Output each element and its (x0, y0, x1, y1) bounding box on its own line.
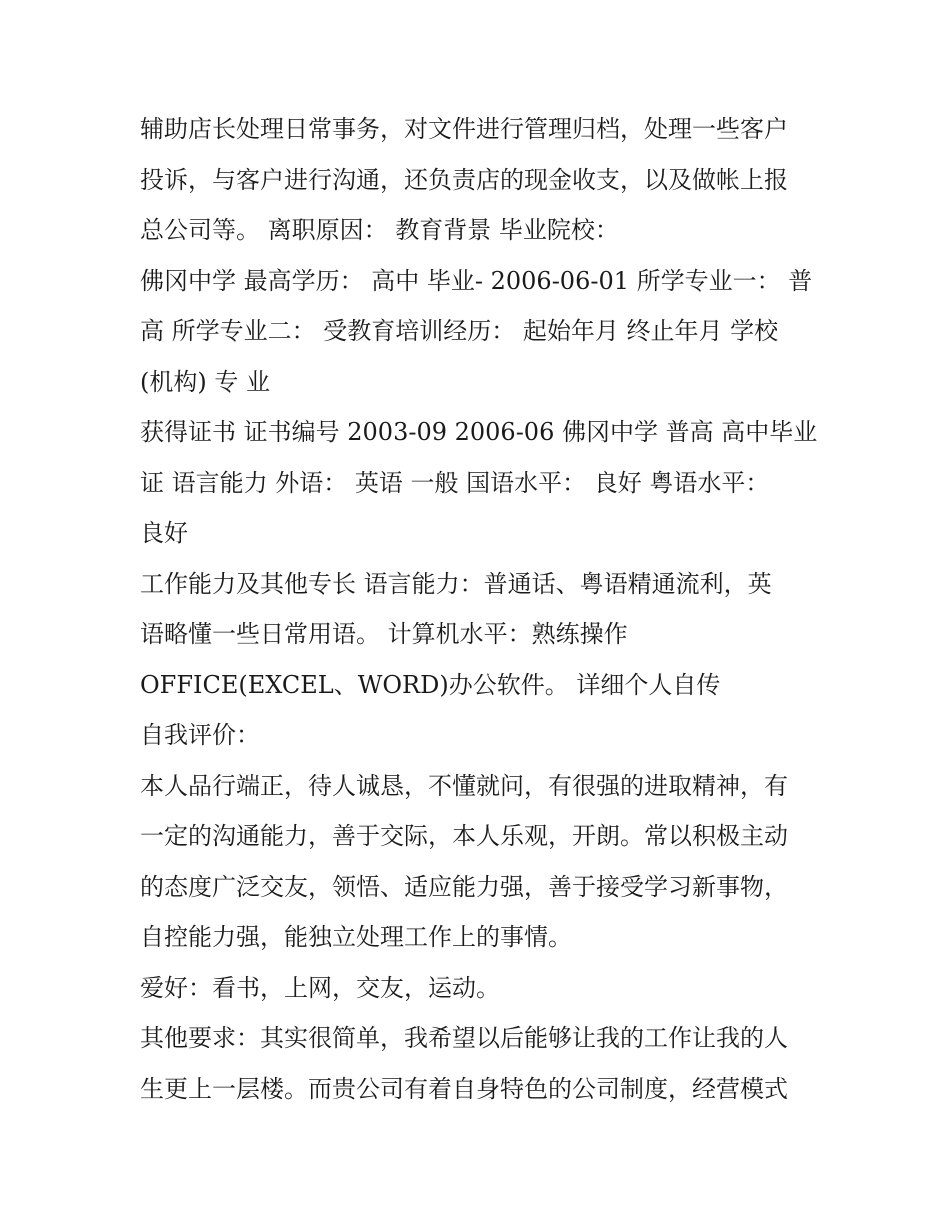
text-line: 本人品行端正，待人诚恳，不懂就问，有很强的进取精神，有 (140, 771, 788, 800)
text-line: 总公司等。 离职原因： 教育背景 毕业院校： (140, 216, 619, 244)
text-line: 投诉，与客户进行沟通，还负责店的现金收支，以及做帐上报 (140, 165, 788, 194)
text-line: 自我评价： (140, 721, 260, 749)
text-line: 一定的沟通能力，善于交际，本人乐观，开朗。常以积极主动 (140, 822, 788, 850)
text-line: 爱好：看书，上网，交友，运动。 (140, 973, 500, 1002)
document-body (140, 104, 830, 1114)
text-line: OFFICE(EXCEL、WORD)办公软件。 详细个人自传 (140, 670, 721, 699)
text-line: 工作能力及其他专长 语言能力：普通话、粤语精通流利，英 (140, 569, 772, 598)
text-line: 生更上一层楼。而贵公司有着自身特色的公司制度，经营模式 (140, 1074, 788, 1103)
text-line: 证 语言能力 外语： 英语 一般 国语水平： 良好 粤语水平： (140, 468, 770, 497)
text-line: 佛冈中学 最高学历： 高中 毕业- 2006-06-01 所学专业一： 普 (140, 266, 813, 295)
text-line: 获得证书 证书编号 2003-09 2006-06 佛冈中学 普高 高中毕业 (140, 418, 818, 446)
text-line: 其他要求：其实很简单，我希望以后能够让我的工作让我的人 (140, 1024, 788, 1052)
text-line: 高 所学专业二： 受教育培训经历： 起始年月 终止年月 学校 (140, 317, 779, 345)
text-line: 辅助店长处理日常事务，对文件进行管理归档，处理一些客户 (140, 115, 788, 143)
text-line: 良好 (140, 519, 188, 547)
text-line: 语略懂一些日常用语。 计算机水平：熟练操作 (140, 620, 628, 648)
text-line: 自控能力强，能独立处理工作上的事情。 (140, 923, 572, 951)
text-line: 的态度广泛交友，领悟、适应能力强，善于接受学习新事物， (140, 872, 788, 901)
text-line: (机构) 专 业 (140, 367, 270, 396)
